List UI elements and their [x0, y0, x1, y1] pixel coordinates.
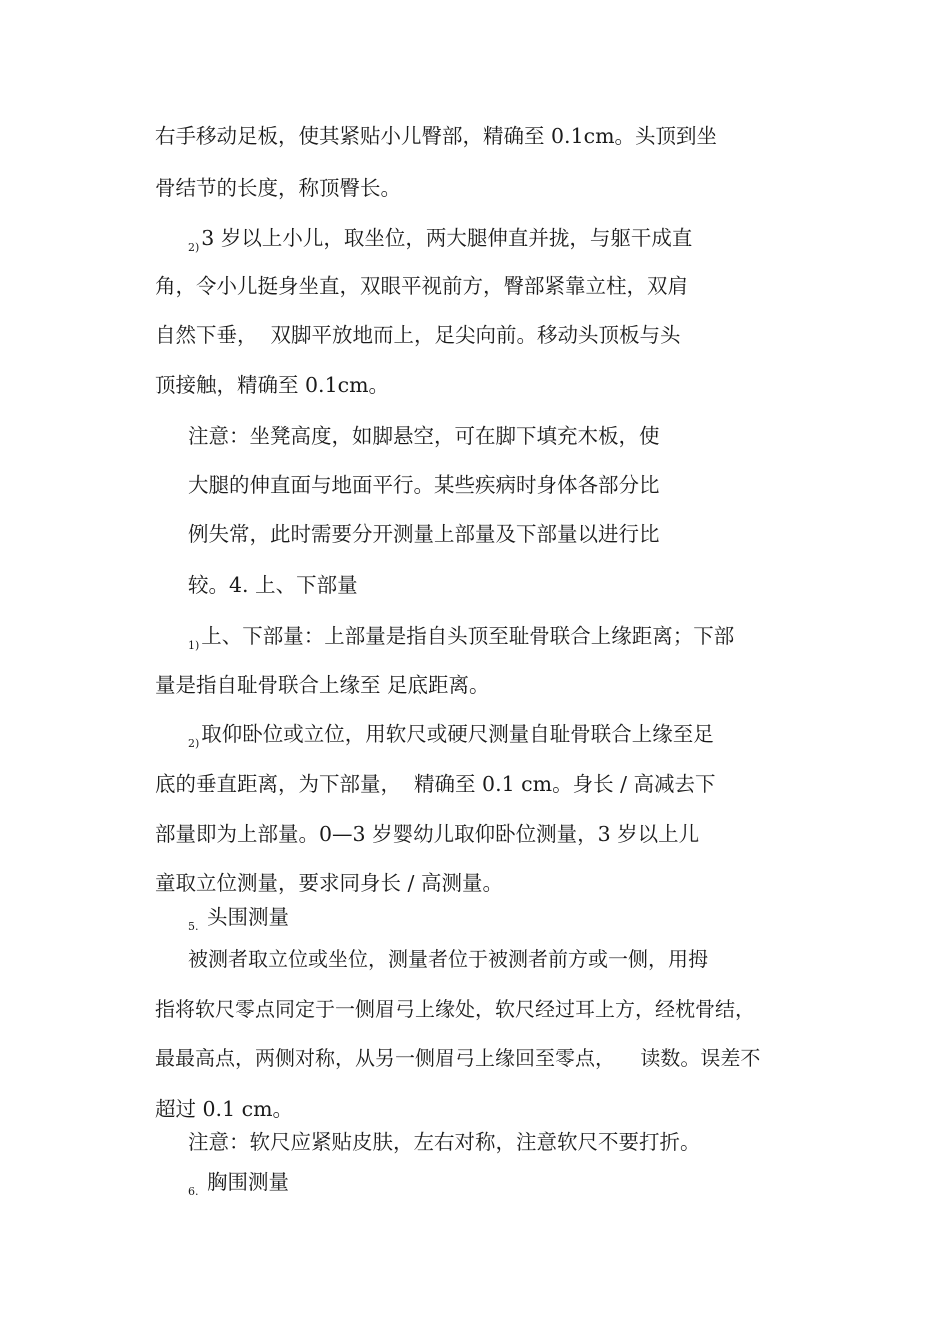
- text-line: 部量即为上部量。0—3 岁婴幼儿取仰卧位测量，3 岁以上儿: [155, 822, 700, 846]
- text-line: 右手移动足板，使其紧贴小儿臀部，精确至 0.1cm。头顶到坐: [155, 124, 718, 148]
- text-line: 超过 0.1 cm。: [155, 1097, 294, 1121]
- text-line: 被测者取立位或坐位，测量者位于被测者前方或一侧，用拇: [188, 947, 708, 971]
- text-line: 最最高点，两侧对称，从另一侧眉弓上缘回至零点， 读数。误差不: [155, 1046, 761, 1070]
- text-content: 取仰卧位或立位，用软尺或硬尺测量自耻骨联合上缘至足: [201, 722, 714, 746]
- section-title: 胸围测量: [207, 1170, 290, 1194]
- text-content: 上、下部量：上部量是指自头顶至耻骨联合上缘距离；下部: [201, 624, 735, 648]
- section-title: 头围测量: [207, 905, 290, 929]
- text-line: [188, 622, 734, 660]
- section-heading: [188, 903, 289, 941]
- note-line: 较。4. 上、下部量: [188, 573, 358, 597]
- list-marker: 2): [188, 241, 200, 254]
- section-heading: [188, 1168, 289, 1206]
- text-line: 自然下垂， 双脚平放地而上，足尖向前。移动头顶板与头: [155, 323, 681, 347]
- note-line: 大腿的伸直面与地面平行。某些疾病时身体各部分比: [188, 473, 660, 497]
- text-line: 顶接触，精确至 0.1cm。: [155, 373, 390, 397]
- section-number: 6.: [188, 1185, 199, 1198]
- text-line: 角，令小儿挺身坐直，双眼平视前方，臀部紧靠立柱，双肩: [155, 274, 688, 298]
- text-line: [188, 224, 692, 262]
- section-number: 5.: [188, 920, 199, 933]
- text-line: 指将软尺零点同定于一侧眉弓上缘处，软尺经过耳上方，经枕骨结，: [155, 997, 755, 1021]
- note-line: 注意：软尺应紧贴皮肤，左右对称，注意软尺不要打折。: [188, 1130, 701, 1154]
- text-line: 童取立位测量，要求同身长 / 高测量。: [155, 871, 503, 895]
- text-line: [188, 720, 714, 758]
- list-marker: 2): [188, 737, 200, 750]
- text-line: 量是指自耻骨联合上缘至 足底距离。: [155, 673, 490, 697]
- text-line: 骨结节的长度，称顶臀长。: [155, 176, 401, 200]
- note-line: 例失常，此时需要分开测量上部量及下部量以进行比: [188, 522, 660, 546]
- text-content: 3 岁以上小儿，取坐位，两大腿伸直并拢，与躯干成直: [201, 226, 693, 250]
- list-marker: 1): [188, 639, 200, 652]
- note-line: 注意：坐凳高度，如脚悬空，可在脚下填充木板，使: [188, 424, 660, 448]
- text-line: 底的垂直距离，为下部量， 精确至 0.1 cm。身长 / 高减去下: [155, 772, 716, 796]
